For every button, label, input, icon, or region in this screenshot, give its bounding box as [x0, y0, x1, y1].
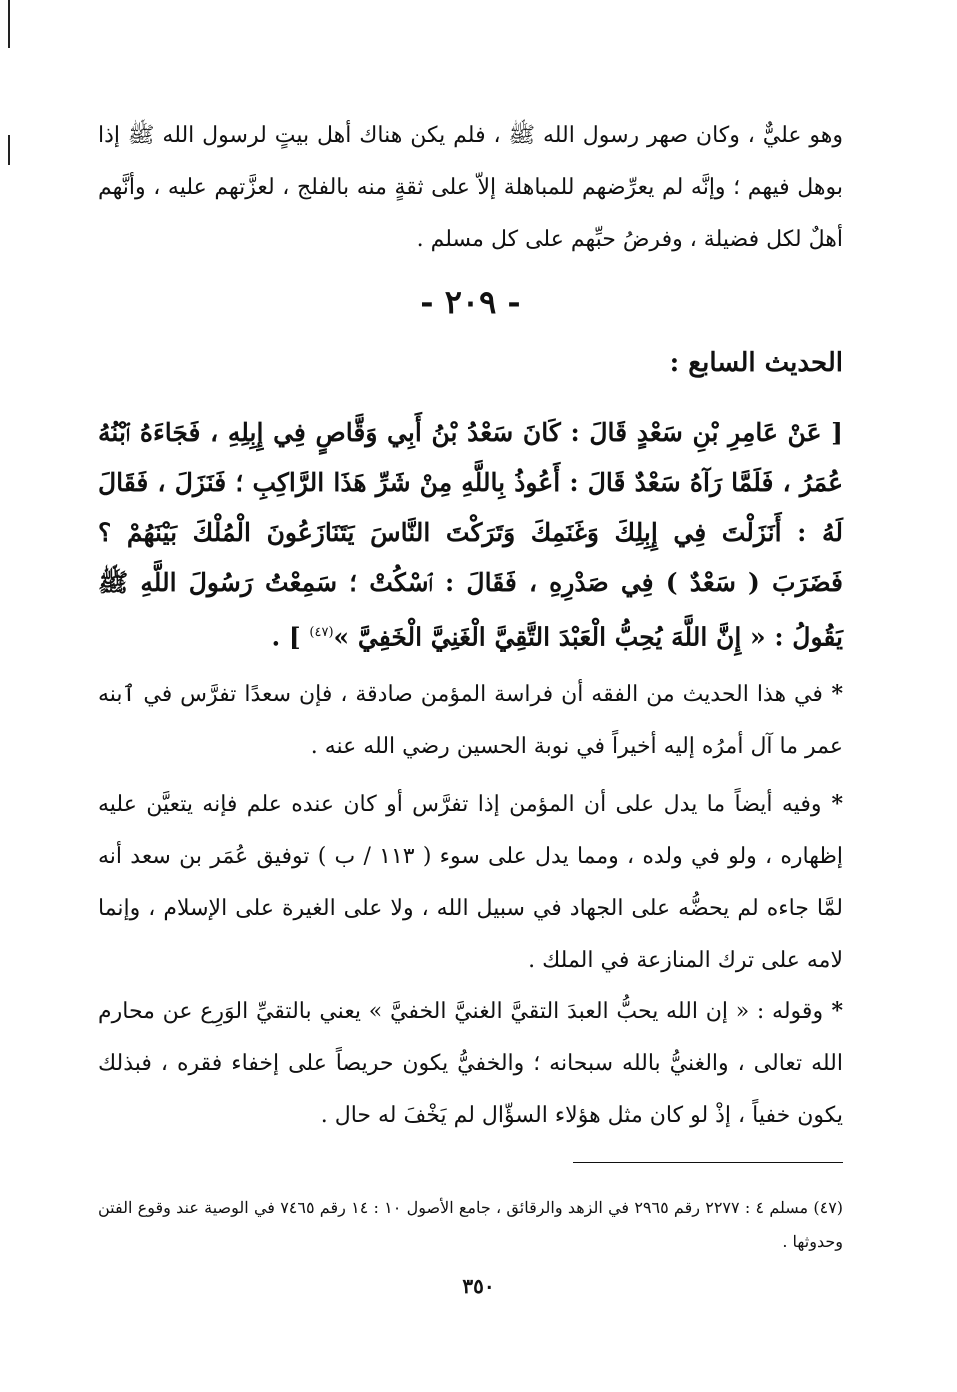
section-heading: الحديث السابع : — [669, 348, 843, 378]
section-number: - ٢٠٩ - — [420, 283, 521, 321]
hadith-text — [98, 408, 843, 662]
hadith-body: [ عَنْ عَامِرِ بْنِ سَعْدٍ قَالَ : كَانَ سَعْدُ بْنُ أَبِي وَقَّاصٍ فِي إِبِلِهِ ، فَجَاءَهُ ٱبْنُهُ عُمَرُ ، فَلَمَّا رَآهُ سَعْدٌ قَالَ : أَعُوذُ بِاللَّهِ مِنْ شَرِّ هَذَا الرَّاكِبِ ؛ فَنَزَلَ ، فَقَالَ لَهُ : أَنَزَلْتَ فِي إِبِلِكَ وَغَنَمِكَ وَتَرَكْتَ النَّاسَ يَتَنَازَعُونَ الْمُلْكَ بَيْنَهُمْ ؟ فَضَرَبَ ( سَعْدٌ ) فِي صَدْرِهِ ، فَقَالَ : ٱسْكُتْ ؛ سَمِعْتُ رَسُولَ اللَّهِ ﷺ يَقُولُ : « إِنَّ اللَّهَ يُحِبُّ الْعَبْدَ التَّقِيَّ الْغَنِيَّ الْخَفِيَّ » — [98, 418, 843, 652]
commentary-bullet-2: * وفيه أيضاً ما يدل على أن المؤمن إذا تفرَّس أو كان عنده علم فإنه يتعيَّن عليه إظهاره ، ولو في ولده ، ومما يدل على سوء ( ١١٣ / ب ) توفيق عُمَر بن سعد أنه لمَّا جاءه لم يحضُّه على الجهاد في سبيل الله ، ولا على الغيرة على الإسلام ، وإنما لامه على ترك المنازعة في الملك . — [98, 778, 843, 987]
footnote-separator — [573, 1162, 843, 1163]
scan-edge-line-top — [8, 0, 10, 48]
page-number: ٣٥٠ — [462, 1274, 495, 1298]
hadith-close: ] . — [271, 622, 310, 652]
commentary-bullet-1: * في هذا الحديث من الفقه أن فراسة المؤمن صادقة ، فإن سعدًا تفرَّس في ٱبنه عمر ما آل أمرُه إليه أخيراً في نوبة الحسين رضي الله عنه . — [98, 668, 843, 773]
commentary-bullet-3: * وقوله : « إن الله يحبُّ العبدَ التقيَّ الغنيَّ الخفيَّ » يعني بالتقيِّ الوَرِع عن محارم الله تعالى ، والغنيُّ بالله سبحانه ؛ والخفيُّ يكون حريصاً على إخفاء فقره ، فبذلك يكون خفياً ، إذْ لو كان مثل هؤلاء السؤّال لم يَخْفَ له حال . — [98, 985, 843, 1142]
intro-paragraph: وهو عليٌّ ، وكان صهر رسول الله ﷺ ، فلم يكن هناك أهل بيتٍ لرسول الله ﷺ إذا بوهل فيهم ؛ وإنَّه لم يعرِّضهم للمباهلة إلاّ على ثقةٍ منه بالفلج ، لعزَّتهم عليه ، وأنَّهم أهلٌ لكل فضيلة ، وفرضُ حبِّهم على كل مسلم . — [98, 123, 844, 252]
hadith-footnote-ref: (٤٧) — [309, 625, 334, 640]
scan-edge-line-middle — [8, 135, 10, 165]
footnote: (٤٧) مسلم ٤ : ٢٢٧٧ رقم ٢٩٦٥ في الزهد والرقائق ، جامع الأصول ١٠ : ١٤ رقم ٧٤٦٥ في الوصية عند وقوع الفتن وحدوثها . — [98, 1198, 844, 1251]
